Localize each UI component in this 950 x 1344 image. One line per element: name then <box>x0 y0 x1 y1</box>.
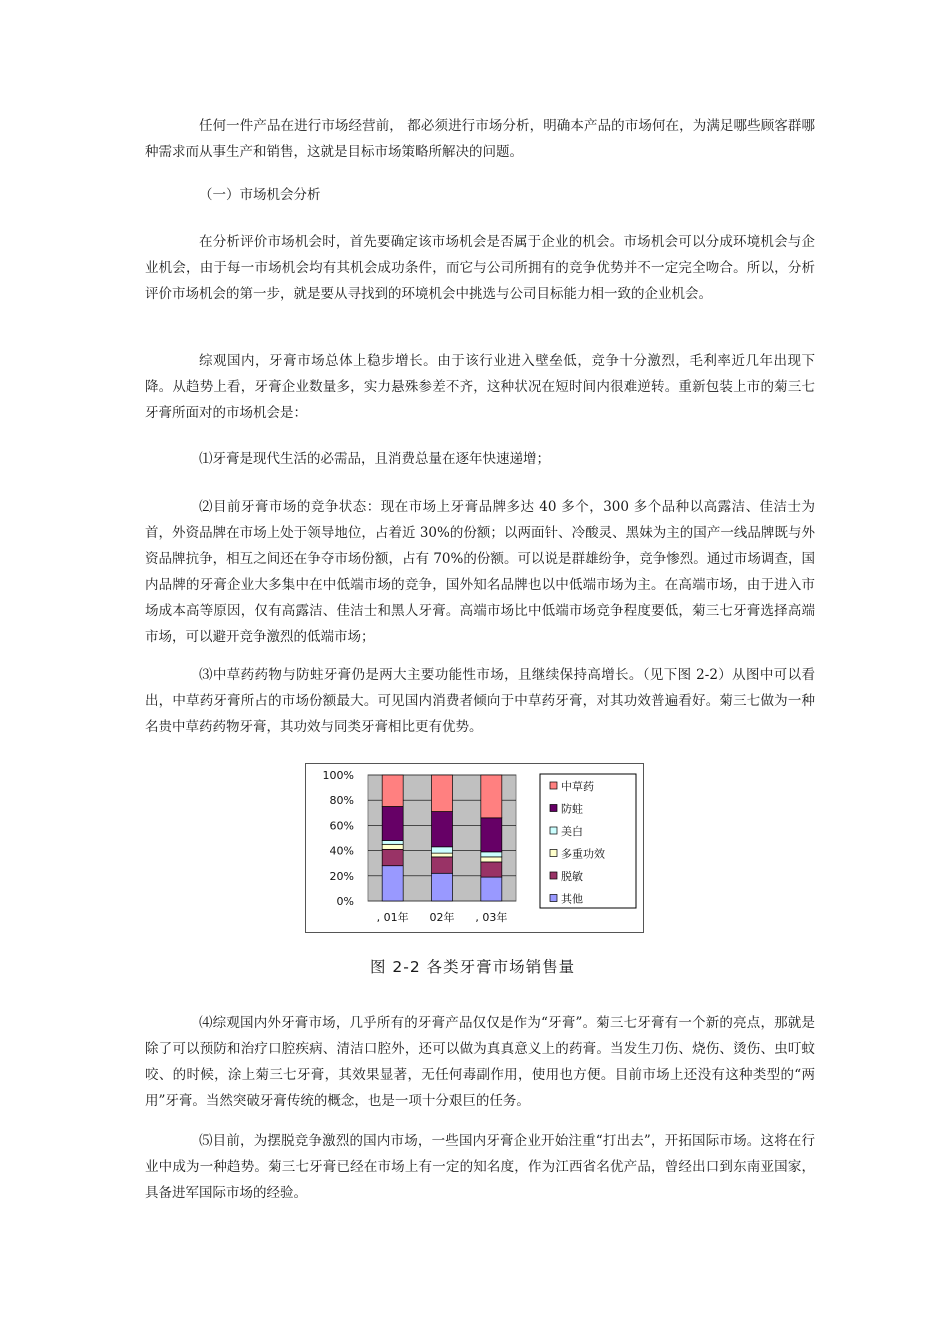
bar-segment <box>432 853 453 857</box>
section-heading: （一）市场机会分析 <box>199 187 321 203</box>
x-tick-label: , 01年 <box>376 911 409 924</box>
list-item-3: ⑶中草药药物与防蛀牙膏仍是两大主要功能性市场，且继续保持高增长。（见下图 2-2）从图中可以看出，中草药牙膏所占的市场份额最大。可见国内消费者倾向于中草药牙膏，对其功效普遍看好。菊三七做为一种名贵中草药药物牙膏，其功效与同类牙膏相比更有优势。 <box>145 667 815 735</box>
legend <box>540 774 636 908</box>
legend-swatch <box>550 827 557 834</box>
bar-segment <box>382 849 403 865</box>
y-tick-label: 40% <box>329 844 354 858</box>
bar-segment <box>481 775 502 818</box>
legend-label: 其他 <box>561 892 583 906</box>
legend-swatch <box>550 850 557 857</box>
bar-segment <box>432 775 453 812</box>
bar-segment <box>382 844 403 849</box>
list-item-1: ⑴牙膏是现代生活的必需品，且消费总量在逐年快速递增； <box>199 451 550 467</box>
paragraph-domestic-market: 综观国内，牙膏市场总体上稳步增长。由于该行业进入壁垒低，竞争十分激烈，毛利率近几年出现下降。从趋势上看，牙膏企业数量多，实力悬殊参差不齐，这种状况在短时间内很难逆转。重新包装上市的菊三七牙膏所面对的市场机会是： <box>145 353 815 421</box>
legend-label: 中草药 <box>561 780 594 793</box>
bar-segment <box>481 852 502 857</box>
list-item-5: ⑸目前，为摆脱竞争激烈的国内市场，一些国内牙膏企业开始注重“打出去”，开拓国际市场。这将在行业中成为一种趋势。菊三七牙膏已经在市场上有一定的知名度，作为江西省名优产品，曾经出口到东南亚国家，具备进军国际市场的经验。 <box>145 1133 815 1201</box>
legend-label: 美白 <box>561 825 583 838</box>
legend-label: 防蛀 <box>561 802 583 816</box>
x-tick-label: 02年 <box>429 911 455 924</box>
bar-segment <box>382 807 403 841</box>
legend-swatch <box>550 805 557 812</box>
list-item-2: ⑵目前牙膏市场的竞争状态：现在市场上牙膏品牌多达 40 多个，300 多个品种以高露洁、佳洁士为首，外资品牌在市场上处于领导地位，占着近 30%的份额；以两面针、冷酸灵、黑妹为主的国产一线品牌既与外资品牌抗争，相互之间还在争夺市场份额，占有 70%的份额。可以说是群雄纷争，竞争惨烈。通过市场调查，国内品牌的牙膏企业大多集中在中低端市场的竞争，国外知名品牌也以中低端市场为主。在高端市场，由于进入市场成本高等原因，仅有高露洁、佳洁士和黑人牙膏。高端市场比中低端市场竞争程度要低，菊三七牙膏选择高端市场，可以避开竞争激烈的低端市场； <box>145 499 815 645</box>
y-tick-label: 60% <box>329 819 354 833</box>
legend-swatch <box>550 782 557 789</box>
x-tick-label: , 03年 <box>475 911 508 924</box>
y-tick-label: 20% <box>329 869 354 883</box>
paragraph-opportunity-analysis: 在分析评价市场机会时，首先要确定该市场机会是否属于企业的机会。市场机会可以分成环境机会与企业机会，由于每一市场机会均有其机会成功条件，而它与公司所拥有的竞争优势并不一定完全吻合。所以，分析评价市场机会的第一步，就是要从寻找到的环境机会中挑选与公司目标能力相一致的企业机会。 <box>145 234 815 302</box>
bar-segment <box>432 812 453 847</box>
y-tick-label: 100% <box>322 769 354 782</box>
bar-segment <box>481 818 502 852</box>
y-tick-label: 0% <box>336 895 354 908</box>
figure-caption: 图 2-2 各类牙膏市场销售量 <box>370 958 576 976</box>
bar-segment <box>382 866 403 901</box>
legend-label: 脱敏 <box>561 870 583 883</box>
legend-swatch <box>550 895 557 902</box>
stacked-bar-chart <box>306 764 643 932</box>
intro-paragraph: 任何一件产品在进行市场经营前， 都必须进行市场分析，明确本产品的市场何在，为满足哪些顾客群哪种需求而从事生产和销售，这就是目标市场策略所解决的问题。 <box>145 118 815 160</box>
bar-segment <box>481 857 502 862</box>
list-item-4: ⑷综观国内外牙膏市场，几乎所有的牙膏产品仅仅是作为“牙膏”。菊三七牙膏有一个新的亮点，那就是除了可以预防和治疗口腔疾病、清洁口腔外，还可以做为真真意义上的药膏。当发生刀伤、烧伤、烫伤、虫叮蚊咬、的时候，涂上菊三七牙膏，其效果显著，无任何毒副作用，使用也方便。目前市场上还没有这种类型的“两用”牙膏。当然突破牙膏传统的概念，也是一项十分艰巨的任务。 <box>145 1015 815 1109</box>
legend-label: 多重功效 <box>561 847 605 861</box>
bar-segment <box>432 873 453 901</box>
bar-segment <box>481 877 502 901</box>
bar-segment <box>481 862 502 877</box>
market-share-chart <box>305 763 644 933</box>
bar-segment <box>432 847 453 853</box>
bar-segment <box>432 857 453 873</box>
bar-segment <box>382 841 403 845</box>
bar-segment <box>382 775 403 807</box>
legend-swatch <box>550 872 557 879</box>
y-tick-label: 80% <box>329 794 354 808</box>
